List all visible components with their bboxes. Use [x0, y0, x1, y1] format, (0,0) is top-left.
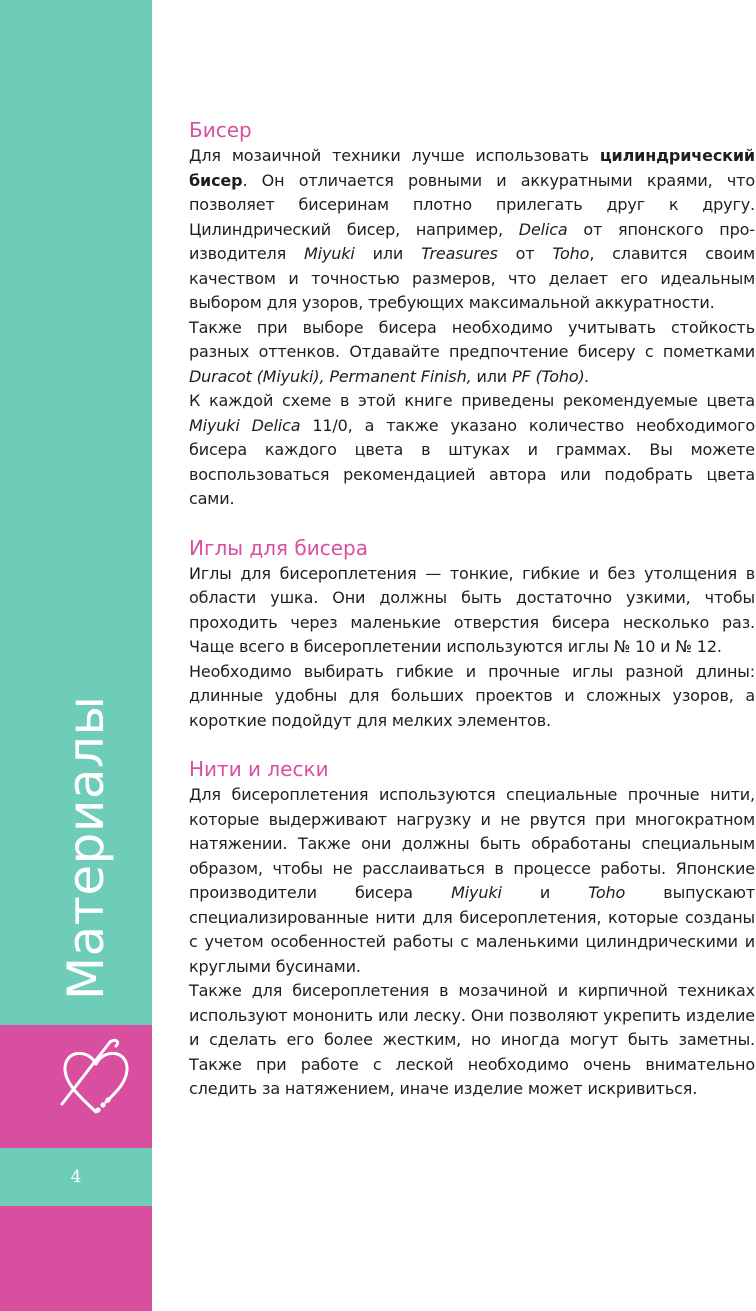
- section-heading: Иглы для бисера: [189, 535, 368, 560]
- italic-text: Delica: [518, 219, 568, 239]
- paragraph: [189, 979, 755, 1102]
- text-run: . Он отличается ровными и аккуратными краями, что позволяет бисеринам плотно прилегать друг к другу. Цилиндрический бисер, например,: [189, 170, 755, 239]
- text-run: 11/0, а также указано количество необходимого бисера каждого цвета в штуках и граммах. Вы можете воспользоваться рекомендацией автора или подобрать цвета сами.: [189, 415, 755, 508]
- text-run: Иглы для бисероплетения — тонкие, гибкие и без утолщения в области ушка. Они должны быть достаточно узкими, чтобы проходить через маленькие отверстия бисера несколько раз. Чаще всего в бисероплетении используются иглы № 10 и № 12.: [189, 563, 755, 656]
- text-run: выпускают специализированные нити для бисероплетения, которые созданы с учетом особенностей работы с маленькими цилиндрическими и круглыми бусинами.: [189, 883, 755, 976]
- text-run: Для мозаичной техники лучше использовать: [189, 146, 600, 165]
- paragraph: [189, 783, 755, 979]
- italic-text: Treasures: [421, 244, 498, 263]
- text-run: от: [497, 244, 553, 263]
- paragraph: [189, 316, 755, 390]
- text-run: или: [354, 244, 422, 263]
- main-content: [189, 117, 755, 1125]
- paragraph: [189, 660, 755, 734]
- text-run: от японского производителя: [189, 219, 755, 263]
- section-heading: Бисер: [189, 118, 252, 142]
- paragraph: [189, 389, 755, 512]
- italic-text: Miyuki: [451, 883, 502, 902]
- sidebar-pink-bottom-band: [0, 1206, 152, 1311]
- paragraph: [189, 562, 755, 660]
- text-run: Для бисероплетения используются специальные прочные нити, которые выдерживают нагрузку и не рвутся при многократном натяжении. Также они должны быть обработаны специальным образом, чтобы не расслаиваться в процессе работы. Японские производители бисера: [189, 785, 755, 902]
- italic-text: Duracot (Miyuki), Permanent Finish,: [189, 366, 472, 386]
- italic-text: Toho: [552, 244, 590, 263]
- paragraph: [189, 144, 755, 316]
- text-run: Необходимо выбирать гибкие и прочные иглы разной длины: длинные удобны для больших проектов и сложных узоров, а короткие подойдут для мелких элементов.: [189, 661, 755, 730]
- section: [189, 117, 755, 512]
- italic-text: PF (Toho).: [511, 366, 590, 386]
- text-run: Также для бисероплетения в мозачиной и кирпичной техниках используют мононить или леску. Они позволяют укрепить изделие и сделать его более жестким, но иногда могут быть заметны. Также при работе с леской необходимо очень внимательно следить за натяжением, иначе изделие может искривиться.: [189, 981, 755, 1098]
- chapter-title: Материалы: [57, 695, 115, 1000]
- italic-text: Miyuki: [304, 244, 355, 263]
- bold-text: цилиндрический бисер: [189, 146, 755, 190]
- text-run: , славится своим качеством и точностью размеров, что делает его идеальным выбором для узоров, требующих максимальной аккуратности.: [189, 244, 755, 312]
- sidebar: [0, 0, 152, 1311]
- text-run: и: [501, 883, 589, 902]
- heart-needle-thread-icon: [56, 1034, 136, 1126]
- text-run: Также при выборе бисера необходимо учитывать стойкость разных оттенков. Отдавайте предпочтение бисеру с пометками: [189, 317, 755, 361]
- text-run: К каждой схеме в этой книге приведены рекомендуемые цвета: [189, 391, 755, 410]
- italic-text: Miyuki Delica: [189, 415, 301, 435]
- page-number: 4: [70, 1167, 82, 1187]
- italic-text: Toho: [588, 883, 626, 902]
- text-run: или: [471, 366, 512, 386]
- section: [189, 756, 755, 1102]
- section-heading: Нити и лески: [189, 757, 329, 781]
- section: [189, 535, 755, 734]
